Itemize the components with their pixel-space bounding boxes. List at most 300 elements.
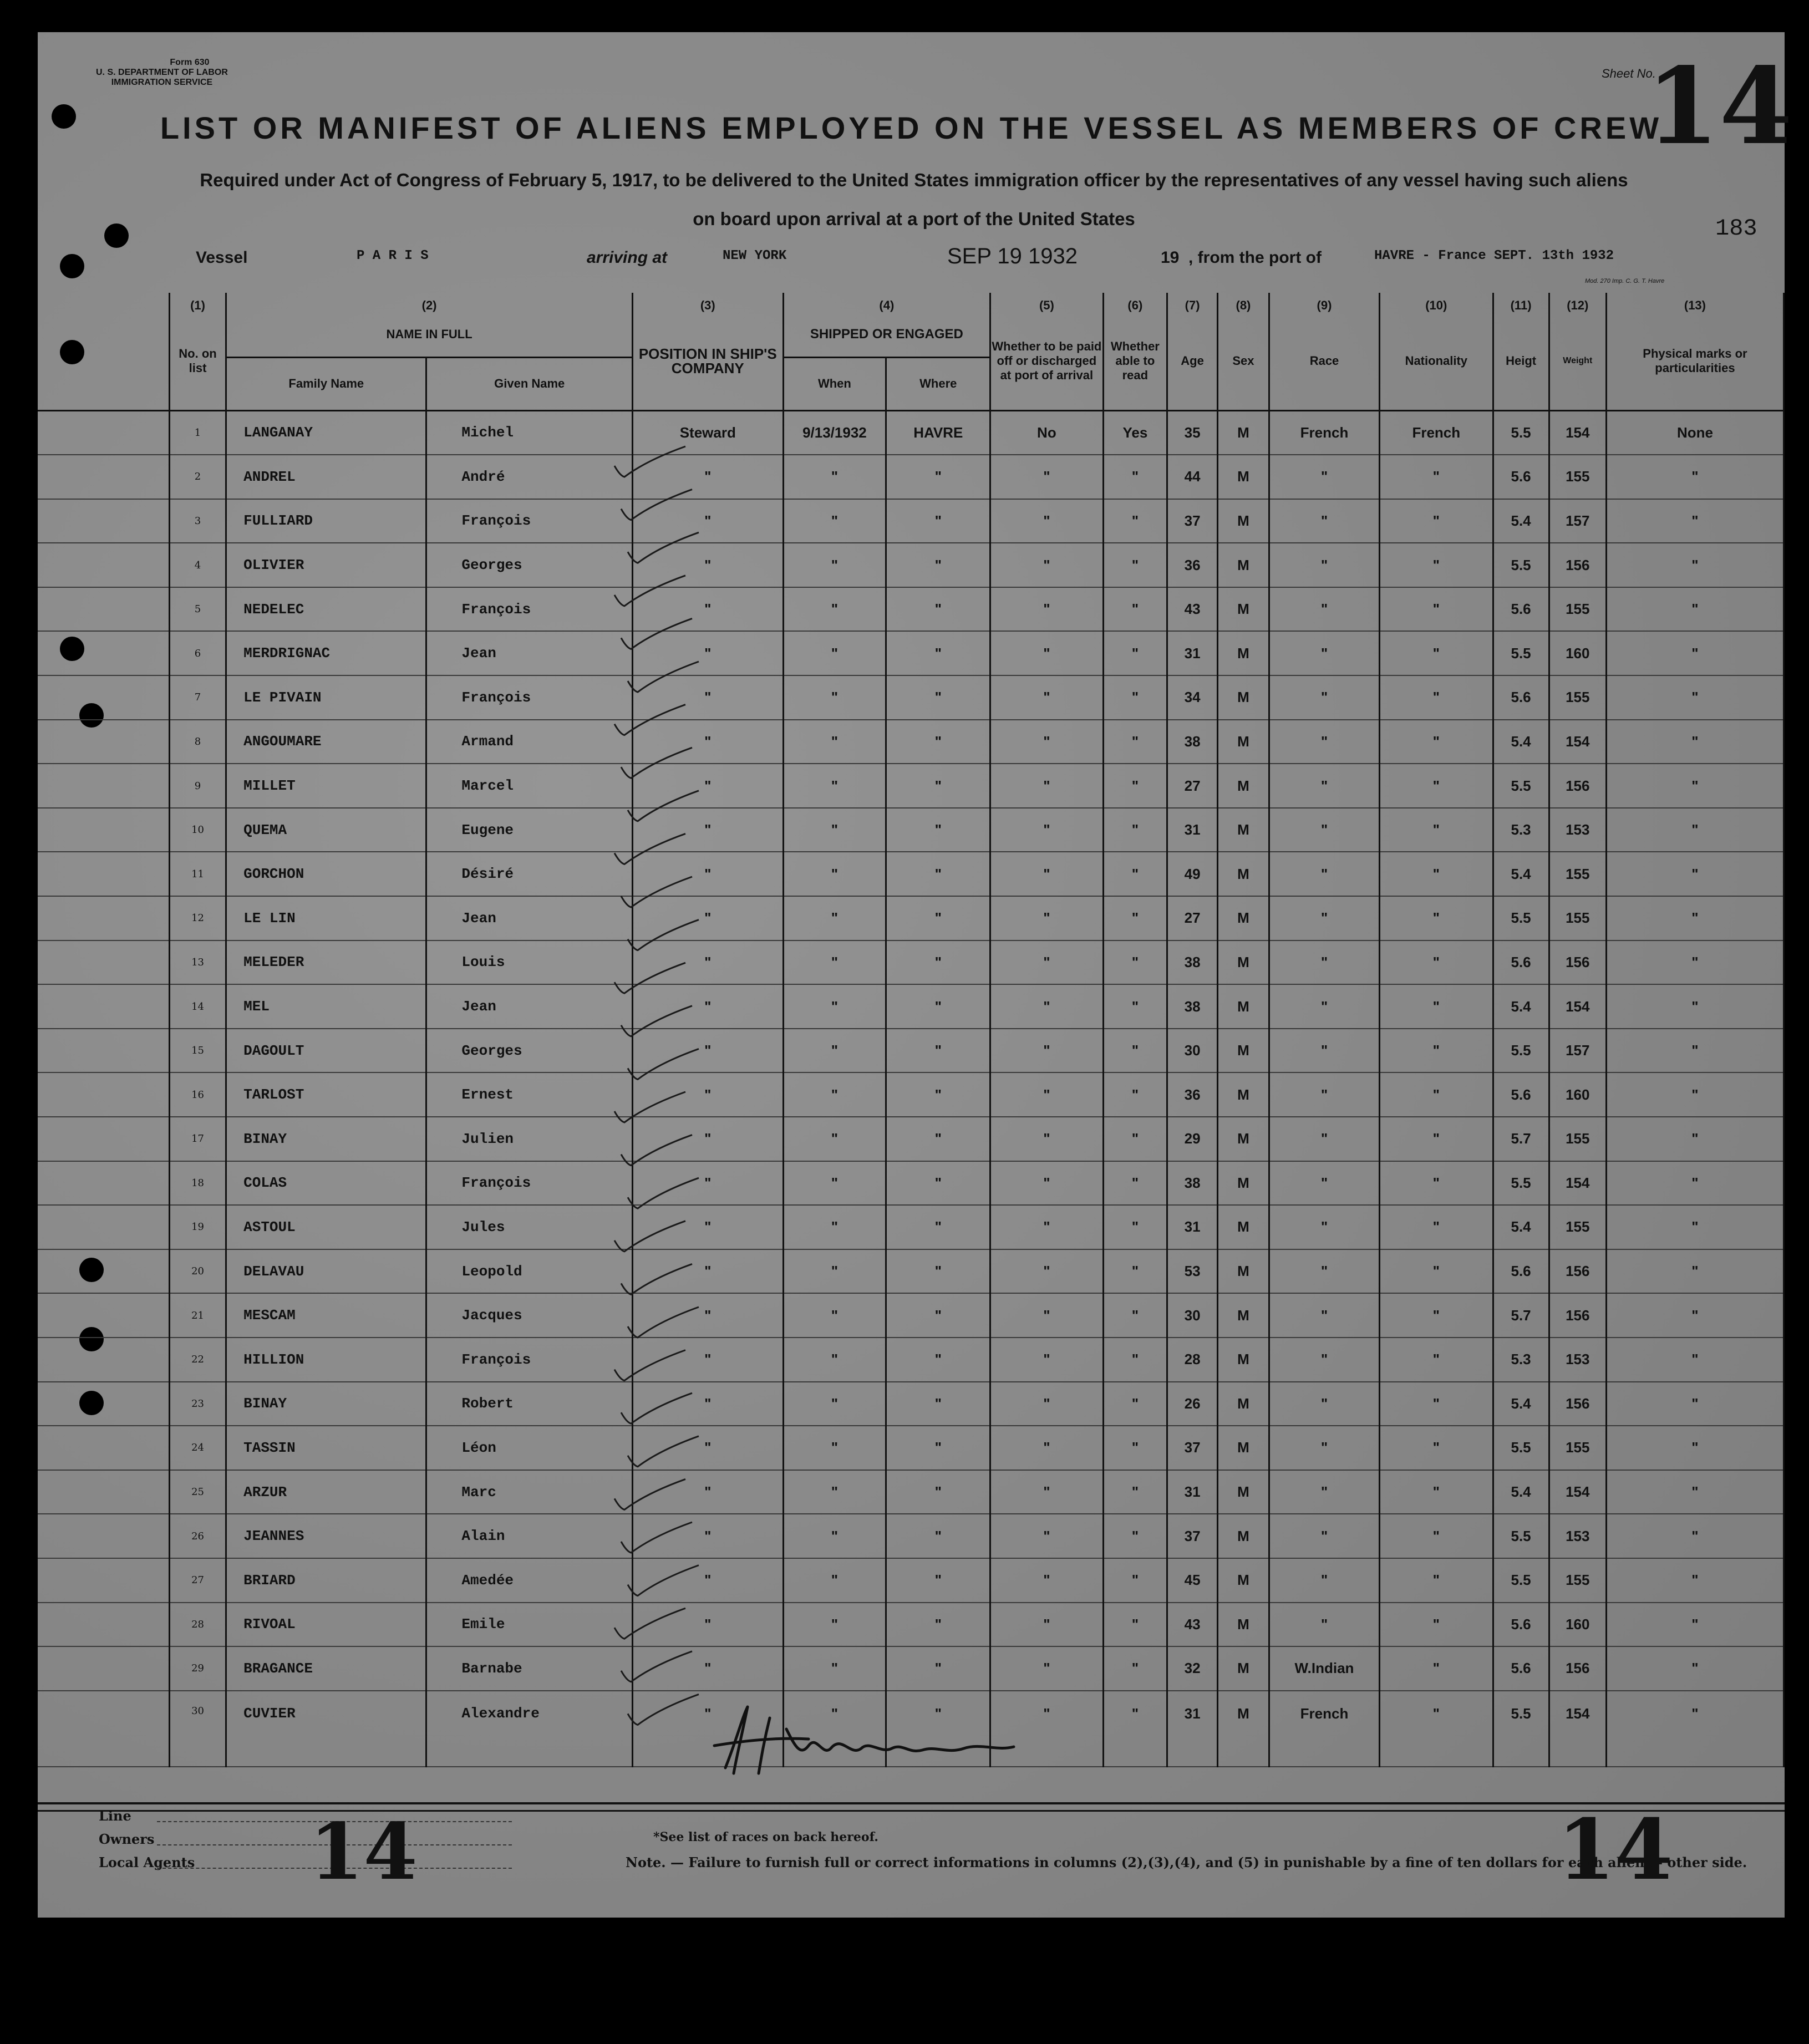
cell-sex: M [1218,1691,1269,1767]
cell-family: COLAS [226,1161,426,1206]
cell-when: " [783,808,886,852]
vessel-label: Vessel [196,248,248,267]
cell-when: " [783,1603,886,1647]
row-margin [38,1426,169,1470]
cell-marks: " [1606,1426,1783,1470]
cell-height: 5.6 [1493,1072,1549,1117]
cell-nat: " [1380,1646,1493,1691]
cell-given: François [426,587,633,632]
cell-weight: 154 [1549,1470,1606,1514]
cell-family: DAGOULT [226,1029,426,1073]
cell-given: François [426,675,633,720]
cell-weight: 154 [1549,720,1606,764]
cell-position: " [633,1603,783,1647]
cell-no: 24 [169,1426,226,1470]
cell-paid: " [990,631,1103,675]
cell-marks: " [1606,1382,1783,1426]
cell-paid: No [990,410,1103,455]
row-margin [38,587,169,632]
cell-paid: " [990,1514,1103,1558]
cell-paid: " [990,808,1103,852]
cell-marks: " [1606,1338,1783,1382]
cell-race: " [1269,896,1379,940]
cell-paid: " [990,1338,1103,1382]
cell-paid: " [990,764,1103,808]
cell-where: " [886,940,990,985]
cell-nat: " [1380,543,1493,587]
cell-where: " [886,1072,990,1117]
cell-family: ASTOUL [226,1205,426,1249]
cell-nat: French [1380,410,1493,455]
cell-family: BRIARD [226,1558,426,1603]
cell-read: " [1103,1338,1167,1382]
cell-no: 18 [169,1161,226,1206]
cell-paid: " [990,499,1103,543]
cell-given: André [426,455,633,499]
cell-marks: " [1606,1161,1783,1206]
cell-weight: 156 [1549,543,1606,587]
cell-no: 30 [169,1691,226,1767]
cell-weight: 155 [1549,587,1606,632]
table-row [38,720,1784,764]
bottom-rule [38,1802,1785,1812]
cell-where: " [886,764,990,808]
header-paid-off: Whether to be paid off or discharged at port of arrival [990,313,1103,410]
cell-given: Louis [426,940,633,985]
arriving-label: arriving at [587,248,668,267]
sheet-number: 14 [1646,44,1793,168]
cell-nat: " [1380,1603,1493,1647]
cell-sex: M [1218,852,1269,896]
table-row [38,675,1784,720]
cell-when: " [783,1072,886,1117]
cell-height: 5.6 [1493,675,1549,720]
table-row [38,1426,1784,1470]
cell-paid: " [990,1382,1103,1426]
col-num-10: (10) [1380,293,1493,313]
cell-marks: " [1606,631,1783,675]
cell-family: HILLION [226,1338,426,1382]
table-row [38,410,1784,455]
cell-no: 2 [169,455,226,499]
cell-weight: 160 [1549,631,1606,675]
cell-read: " [1103,1072,1167,1117]
table-row [38,1072,1784,1117]
subtitle-line-1: Required under Act of Congress of February 5, 1917, to be delivered to the United States immigration officer by the representatives of any vessel having such aliens [200,170,1628,190]
cell-sex: M [1218,1558,1269,1603]
row-margin [38,1072,169,1117]
row-margin [38,1691,169,1767]
cell-read: " [1103,1161,1167,1206]
cell-given: Georges [426,1029,633,1073]
cell-when: " [783,1514,886,1558]
cell-race: " [1269,1205,1379,1249]
cell-marks: " [1606,455,1783,499]
cell-where: " [886,499,990,543]
col-num-12: (12) [1549,293,1606,313]
cell-marks: None [1606,410,1783,455]
cell-sex: M [1218,1514,1269,1558]
cell-where: " [886,1029,990,1073]
cell-given: Eugene [426,808,633,852]
cell-nat: " [1380,1382,1493,1426]
cell-nat: " [1380,631,1493,675]
from-port-label: , from the port of [1188,248,1322,267]
cell-age: 34 [1167,675,1218,720]
cell-age: 38 [1167,984,1218,1029]
cell-when: " [783,1249,886,1294]
table-row [38,940,1784,985]
col-num-1: (1) [169,293,226,313]
cell-age: 31 [1167,1691,1218,1767]
cell-weight: 160 [1549,1072,1606,1117]
cell-age: 27 [1167,896,1218,940]
cell-race: " [1269,1470,1379,1514]
cell-where: " [886,984,990,1029]
cell-when: " [783,984,886,1029]
cell-no: 27 [169,1558,226,1603]
cell-family: BRAGANCE [226,1646,426,1691]
cell-no: 22 [169,1338,226,1382]
cell-weight: 154 [1549,410,1606,455]
cell-sex: M [1218,499,1269,543]
cell-position: " [633,1338,783,1382]
cell-where: " [886,1691,990,1767]
cell-nat: " [1380,1249,1493,1294]
cell-paid: " [990,455,1103,499]
cell-no: 26 [169,1514,226,1558]
cell-given: Léon [426,1426,633,1470]
row-margin [38,940,169,985]
col-num-8: (8) [1218,293,1269,313]
row-margin [38,896,169,940]
cell-nat: " [1380,984,1493,1029]
cell-when: " [783,1382,886,1426]
owners-label: Owners [99,1831,155,1847]
row-margin [38,1338,169,1382]
cell-position: " [633,1691,783,1767]
cell-sex: M [1218,940,1269,985]
cell-nat: " [1380,764,1493,808]
cell-weight: 155 [1549,675,1606,720]
cell-marks: " [1606,764,1783,808]
col-num-6: (6) [1103,293,1167,313]
cell-race: " [1269,1426,1379,1470]
fine-note: Note. — Failure to furnish full or correct informations in columns (2),(3),(4), and (5) in punishable by a fine of ten dollars for each alien — other side. [626,1854,1747,1870]
cell-read: " [1103,1470,1167,1514]
header-family-name: Family Name [226,357,426,410]
cell-sex: M [1218,1293,1269,1338]
cell-when: " [783,720,886,764]
cell-where: " [886,1426,990,1470]
cell-weight: 157 [1549,1029,1606,1073]
page-title: LIST OR MANIFEST OF ALIENS EMPLOYED ON THE VESSEL AS MEMBERS OF CREW [160,110,1663,145]
cell-race: " [1269,808,1379,852]
table-row [38,631,1784,675]
cell-when: " [783,1029,886,1073]
cell-race: W.Indian [1269,1646,1379,1691]
cell-no: 29 [169,1646,226,1691]
cell-nat: " [1380,455,1493,499]
cell-age: 53 [1167,1249,1218,1294]
arrival-date-stamp: SEP 19 1932 [947,244,1078,268]
cell-height: 5.7 [1493,1293,1549,1338]
cell-age: 43 [1167,1603,1218,1647]
row-margin [38,1558,169,1603]
sheet-label: Sheet No. [1602,67,1656,80]
cell-sex: M [1218,1072,1269,1117]
crew-manifest-table [38,293,1785,1767]
cell-read: " [1103,1205,1167,1249]
cell-family: TARLOST [226,1072,426,1117]
column-number-row [38,293,1784,313]
cell-when: " [783,1646,886,1691]
header-height: Heigt [1493,313,1549,410]
row-margin [38,1293,169,1338]
cell-marks: " [1606,1117,1783,1161]
cell-when: " [783,1117,886,1161]
cell-nat: " [1380,587,1493,632]
cell-given: Jean [426,631,633,675]
cell-position: " [633,1029,783,1073]
cell-age: 45 [1167,1558,1218,1603]
header-no-on-list: No. on list [169,313,226,410]
vessel-name: P A R I S [357,248,429,263]
cell-height: 5.6 [1493,1249,1549,1294]
manifest-sheet [38,32,1793,1918]
cell-when: " [783,764,886,808]
cell-age: 49 [1167,852,1218,896]
cell-read: " [1103,852,1167,896]
cell-position: " [633,1470,783,1514]
cell-height: 5.5 [1493,1558,1549,1603]
cell-given: Désiré [426,852,633,896]
cell-given: François [426,499,633,543]
cell-height: 5.4 [1493,852,1549,896]
cell-given: Emile [426,1603,633,1647]
margin-column [38,293,169,410]
cell-when: " [783,1161,886,1206]
cell-height: 5.7 [1493,1117,1549,1161]
cell-age: 26 [1167,1382,1218,1426]
cell-marks: " [1606,1293,1783,1338]
cell-no: 3 [169,499,226,543]
cell-family: FULLIARD [226,499,426,543]
cell-paid: " [990,1558,1103,1603]
cell-where: " [886,1205,990,1249]
cell-read: " [1103,1558,1167,1603]
cell-sex: M [1218,410,1269,455]
cell-paid: " [990,940,1103,985]
cell-race: " [1269,1558,1379,1603]
cell-weight: 156 [1549,1382,1606,1426]
cell-position: Steward [633,410,783,455]
table-row [38,808,1784,852]
cell-family: LANGANAY [226,410,426,455]
row-margin [38,764,169,808]
cell-given: Jacques [426,1293,633,1338]
header-sex: Sex [1218,313,1269,410]
manifest-rows [38,410,1784,1767]
cell-paid: " [990,1161,1103,1206]
cell-marks: " [1606,1029,1783,1073]
cell-age: 36 [1167,543,1218,587]
cell-sex: M [1218,1382,1269,1426]
table-row [38,1514,1784,1558]
cell-position: " [633,1293,783,1338]
header-age: Age [1167,313,1218,410]
cell-read: " [1103,1249,1167,1294]
cell-family: ANGOUMARE [226,720,426,764]
row-margin [38,1470,169,1514]
cell-age: 38 [1167,720,1218,764]
cell-no: 21 [169,1293,226,1338]
cell-nat: " [1380,1293,1493,1338]
cell-where: " [886,1382,990,1426]
row-margin [38,675,169,720]
row-margin [38,720,169,764]
cell-nat: " [1380,499,1493,543]
row-margin [38,1603,169,1647]
cell-given: Robert [426,1382,633,1426]
cell-given: Alain [426,1514,633,1558]
cell-where: " [886,1338,990,1382]
cell-height: 5.6 [1493,587,1549,632]
table-row [38,1603,1784,1647]
cell-weight: 156 [1549,940,1606,985]
cell-family: MILLET [226,764,426,808]
col-num-3: (3) [633,293,783,313]
cell-race: " [1269,852,1379,896]
cell-nat: " [1380,1029,1493,1073]
cell-position: " [633,896,783,940]
cell-family: MELEDER [226,940,426,985]
cell-height: 5.5 [1493,1691,1549,1767]
cell-when: " [783,543,886,587]
cell-sex: M [1218,587,1269,632]
cell-position: " [633,1514,783,1558]
cell-position: " [633,1558,783,1603]
table-row [38,1470,1784,1514]
cell-given: Jean [426,896,633,940]
cell-sex: M [1218,1029,1269,1073]
cell-nat: " [1380,896,1493,940]
stamp-number: 183 [1715,215,1757,242]
row-margin [38,410,169,455]
cell-no: 20 [169,1249,226,1294]
cell-given: François [426,1338,633,1382]
cell-weight: 157 [1549,499,1606,543]
cell-family: LE LIN [226,896,426,940]
cell-race: " [1269,720,1379,764]
cell-age: 31 [1167,1205,1218,1249]
cell-sex: M [1218,543,1269,587]
cell-race: " [1269,1603,1379,1647]
cell-where: " [886,675,990,720]
cell-when: " [783,1293,886,1338]
cell-age: 31 [1167,1470,1218,1514]
cell-marks: " [1606,1205,1783,1249]
cell-sex: M [1218,984,1269,1029]
cell-age: 32 [1167,1646,1218,1691]
col-num-2: (2) [226,293,633,313]
cell-age: 30 [1167,1029,1218,1073]
header-name-in-full: NAME IN FULL [226,313,633,357]
cell-family: CUVIER [226,1691,426,1767]
printer-note: Mod. 270 Imp. C. G. T. Havre [1585,278,1665,284]
cell-height: 5.5 [1493,543,1549,587]
cell-race: " [1269,984,1379,1029]
cell-read: " [1103,1514,1167,1558]
cell-given: François [426,1161,633,1206]
cell-nat: " [1380,1514,1493,1558]
table-row [38,1646,1784,1691]
cell-position: " [633,1646,783,1691]
cell-weight: 155 [1549,1426,1606,1470]
cell-race: French [1269,410,1379,455]
cell-race: " [1269,1072,1379,1117]
cell-no: 7 [169,675,226,720]
cell-marks: " [1606,1646,1783,1691]
cell-nat: " [1380,1072,1493,1117]
cell-given: Armand [426,720,633,764]
cell-nat: " [1380,1470,1493,1514]
col-num-7: (7) [1167,293,1218,313]
cell-marks: " [1606,1249,1783,1294]
cell-race: " [1269,587,1379,632]
cell-marks: " [1606,1558,1783,1603]
cell-height: 5.6 [1493,1603,1549,1647]
cell-paid: " [990,543,1103,587]
cell-read: " [1103,1603,1167,1647]
row-margin [38,808,169,852]
cell-given: Jules [426,1205,633,1249]
from-port: HAVRE - France SEPT. 13th 1932 [1374,248,1614,263]
cell-no: 12 [169,896,226,940]
cell-given: Marcel [426,764,633,808]
header-nationality: Nationality [1380,313,1493,410]
cell-family: RIVOAL [226,1603,426,1647]
cell-read: " [1103,720,1167,764]
cell-weight: 155 [1549,1205,1606,1249]
cell-no: 14 [169,984,226,1029]
header-shipped-engaged: SHIPPED OR ENGAGED [783,313,990,357]
cell-paid: " [990,1470,1103,1514]
row-margin [38,499,169,543]
cell-age: 36 [1167,1072,1218,1117]
table-row [38,1205,1784,1249]
cell-position: " [633,675,783,720]
cell-paid: " [990,1646,1103,1691]
cell-when: " [783,896,886,940]
cell-weight: 156 [1549,1249,1606,1294]
cell-paid: " [990,1205,1103,1249]
cell-age: 38 [1167,1161,1218,1206]
cell-marks: " [1606,1603,1783,1647]
cell-race: " [1269,1249,1379,1294]
cell-height: 5.4 [1493,720,1549,764]
cell-height: 5.4 [1493,499,1549,543]
cell-no: 16 [169,1072,226,1117]
local-agents-label: Local Agents [99,1854,195,1870]
cell-paid: " [990,984,1103,1029]
form-number: Form 630 [170,58,210,67]
cell-weight: 160 [1549,1603,1606,1647]
cell-sex: M [1218,631,1269,675]
cell-when: " [783,675,886,720]
cell-no: 4 [169,543,226,587]
cell-position: " [633,631,783,675]
